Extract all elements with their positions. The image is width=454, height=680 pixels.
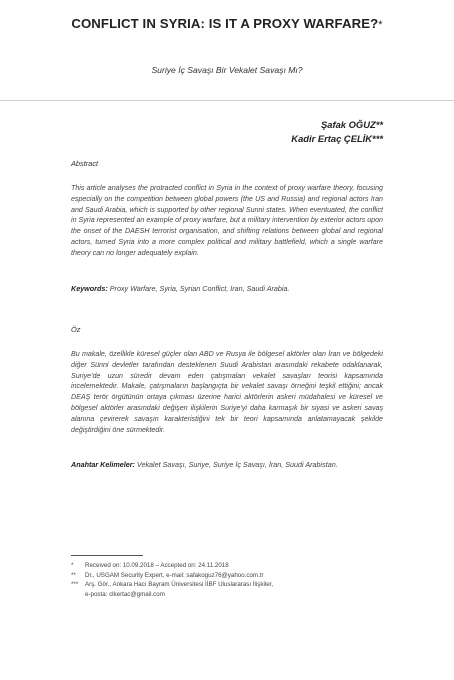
paper-subtitle: Suriye İç Savaşı Bir Vekalet Savaşı Mı?	[151, 65, 303, 75]
footnote-divider	[71, 555, 143, 556]
footnote	[71, 571, 391, 581]
abstract-heading: Abstract	[71, 159, 99, 168]
keywords-text: Proxy Warfare, Syria, Syrian Conflict, Iran, Saudi Arabia.	[109, 284, 290, 293]
footnote-text: Arş. Gör., Ankara Hacı Bayram Üniversitesi İİBF Uluslararası İlişkiler,	[85, 581, 274, 589]
paper-title-text: CONFLICT IN SYRIA: IS IT A PROXY WARFARE?	[71, 16, 379, 31]
footnote-mark: *	[71, 562, 74, 569]
anahtar-kelimeler-text: Vekalet Savaşı, Suriye, Suriye İç Savaşı, İran, Suudi Arabistan.	[136, 460, 338, 469]
footnote	[71, 590, 391, 600]
abstract-body: This article analyses the protracted conflict in Syria in the context of proxy warfare theory, focusing especially on the competition between global powers (the US and Russia) and regional actors Iran and Saudi Arabia, which is supported by other regional Sunni states. When eventuated, the conflict in Syria represented an example of proxy warfare, but a military intervention by exterior actors upon the onset of the DAESH terrorist organisation, and shifting relations between global and regional actors, turned Syria into a more complex political and military battlefield, which a single warfare theory can no longer adequately explain.	[71, 184, 383, 257]
oz-keywords	[71, 460, 383, 469]
footnote	[71, 561, 391, 571]
anahtar-kelimeler-label: Anahtar Kelimeler:	[71, 460, 135, 469]
footnote-text: Dr., USGAM Security Expert, e-mail: safakoguz76@yahoo.com.tr	[85, 571, 264, 579]
oz-heading: Öz	[71, 325, 81, 334]
footnotes	[71, 561, 391, 599]
footnote-mark: **	[71, 571, 76, 579]
author-block	[291, 118, 383, 145]
footnote	[71, 580, 391, 590]
footnote-text: Received on: 10.09.2018 – Accepted on: 24.11.2018	[85, 562, 229, 569]
title-footnote-mark: *	[378, 19, 383, 31]
author-name: Şafak OĞUZ**	[321, 119, 383, 130]
paper-title	[0, 16, 454, 31]
author-name: Kadir Ertaç ÇELİK***	[291, 132, 383, 144]
abstract-keywords	[71, 284, 383, 293]
header-divider	[0, 100, 454, 101]
footnote-mark: ***	[71, 581, 79, 589]
footnote-mark	[71, 590, 85, 600]
oz-body: Bu makale, özellikle küresel güçler olan ABD ve Rusya ile bölgesel aktörler olan İran ve bölgedeki diğer Sünni devletler tarafından desteklenen Suudi Arabistan arasındaki rekabete odaklanarak, Suriye'de uzun süredir devam eden çatışmaları vekalet savaşları teorisi kapsamında incelemektedir. Makale, çatışmaların başlangıçta bir vekalet savaşı örneğini teşkil ettiğini; ancak DEAŞ terör örgütünün ortaya çıkması üzerine harici aktörlerin askeri müdahalesi ve küresel ve bölgesel aktörler arasındaki değişen ilişkilerin Suriye'yi daha karmaşık bir siyasi ve askeri savaş alanına çevirerek savaşın karakteristiğini tek bir teori kapsamında anlatamayacak şekilde değiştirdiğini öne sürmektedir.	[71, 350, 383, 434]
keywords-label: Keywords:	[71, 284, 108, 293]
footnote-text: e-posta: clkertac@gmail.com	[85, 590, 165, 598]
